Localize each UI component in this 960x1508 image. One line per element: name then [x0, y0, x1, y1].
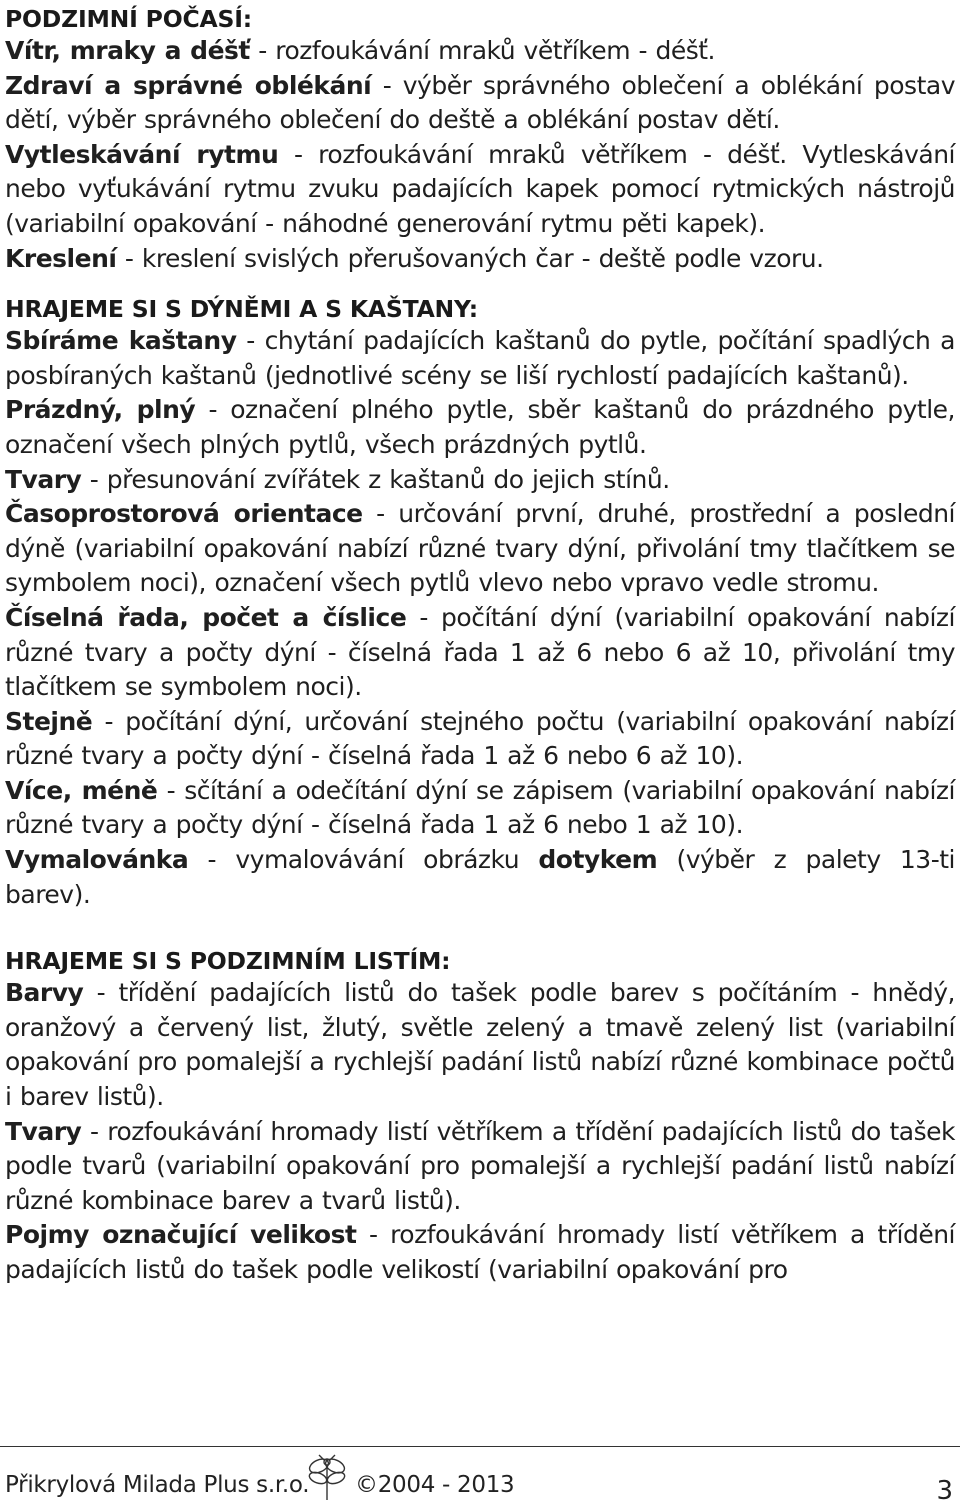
item-text: - třídění padajících listů do tašek podle barev s počítáním - hnědý, oranžový a červený list, žlutý, světle zelený a tmavě zelený list (variabilní opakování pro pomalejší a rychlejší padání listů nabízí různé kombinace počtů i barev listů). [5, 978, 955, 1112]
item-term: Kreslení [5, 243, 117, 273]
paragraph-item [5, 393, 955, 462]
paragraph-item [5, 69, 955, 138]
item-text: - rozfoukávání hromady listí větříkem a třídění padajících listů do tašek podle tvarů (variabilní opakování pro pomalejší a rychlejší padání listů nabízí různé kombinace barev a tvarů listů). [5, 1116, 955, 1215]
item-text: - výběr správného oblečení a oblékání postav dětí, výběr správného oblečení do deště a oblékání postav dětí. [5, 70, 955, 135]
paragraph-item [5, 324, 955, 393]
item-text: - počítání dýní (variabilní opakování nabízí různé tvary a počty dýní - číselná řada 1 až 6 nebo 6 až 10, přivolání tmy tlačítkem se symbolem noci). [5, 602, 955, 702]
document-page [5, 4, 955, 1288]
item-text: - označení plného pytle, sběr kaštanů do prázdného pytle, označení všech plných pytlů, všech prázdných pytlů. [5, 395, 955, 459]
dragonfly-logo-icon [307, 1454, 347, 1502]
paragraph-item [5, 1115, 955, 1219]
item-text: - rozfoukávání hromady listí větříkem a třídění padajících listů do tašek podle velikostí (variabilní opakování pro [5, 1220, 955, 1284]
item-term: Časoprostorová orientace [5, 499, 363, 529]
section-heading: PODZIMNÍ POČASÍ: [5, 5, 252, 33]
item-bold-inline: dotykem [538, 845, 658, 875]
paragraph-item [5, 242, 955, 277]
paragraph-item [5, 34, 955, 69]
paragraph-item [5, 601, 955, 705]
footer-copyright: ©2004 - 2013 [355, 1472, 515, 1498]
paragraph-item [5, 138, 955, 242]
section-weather [5, 4, 955, 276]
section-heading: HRAJEME SI S DÝNĚMI A S KAŠTANY: [5, 295, 478, 324]
page-number: 3 [936, 1476, 953, 1506]
item-term: Vymalovánka [5, 845, 189, 875]
footer-company: Přikrylová Milada Plus s.r.o. [5, 1472, 310, 1498]
item-text: - rozfoukávání mraků větříkem - déšť. [249, 36, 715, 65]
item-text: - přesunování zvířátek z kaštanů do jejich stínů. [81, 464, 670, 494]
item-text: - počítání dýní, určování stejného počtu (variabilní opakování nabízí různé tvary a počty dýní - číselná řada 1 až 6 nebo 6 až 10). [5, 706, 955, 771]
paragraph-item [5, 463, 955, 498]
item-term: Více, méně [5, 775, 158, 805]
item-term: Prázdný, plný [5, 395, 196, 425]
paragraph-item [5, 976, 955, 1114]
item-term: Tvary [5, 464, 82, 494]
paragraph-item [5, 774, 955, 843]
item-term: Stejně [5, 706, 93, 736]
paragraph-item [5, 497, 955, 601]
footer-divider [0, 1446, 960, 1447]
item-text-after: (výběr z palety 13-ti barev). [5, 845, 955, 909]
item-term: Pojmy označující velikost [5, 1220, 357, 1250]
section-pumpkins-chestnuts [5, 294, 955, 912]
item-text: - vymalovávání obrázku [188, 845, 539, 875]
item-term: Vítr, mraky a déšť [5, 36, 250, 65]
section-heading: HRAJEME SI S PODZIMNÍM LISTÍM: [5, 947, 451, 976]
page-footer [5, 1468, 955, 1506]
item-term: Číselná řada, počet a číslice [5, 602, 407, 632]
section-autumn-leaves [5, 946, 955, 1287]
item-term: Zdraví a správné oblékání [5, 70, 372, 100]
paragraph-item [5, 843, 955, 912]
item-term: Vytleskávání rytmu [5, 139, 279, 169]
item-term: Barvy [5, 978, 84, 1008]
item-term: Sbíráme kaštany [5, 326, 237, 356]
item-term: Tvary [5, 1116, 82, 1146]
item-text: - chytání padajících kaštanů do pytle, počítání spadlých a posbíraných kaštanů (jednotlivé scény se liší rychlostí padajících kaštanů). [5, 326, 956, 390]
item-text: - kreslení svislých přerušovaných čar - deště podle vzoru. [116, 243, 824, 273]
item-text: - určování první, druhé, prostřední a poslední dýně (variabilní opakování nabízí různé tvary dýní, přivolání tmy tlačítkem se symbolem noci), označení všech pytlů vlevo nebo vpravo vedle stromu. [5, 499, 955, 598]
item-text: - sčítání a odečítání dýní se zápisem (variabilní opakování nabízí různé tvary a počty dýní - číselná řada 1 až 6 nebo 1 až 10). [5, 775, 955, 840]
item-text: - rozfoukávání mraků větříkem - déšť. Vytleskávání nebo vyťukávání rytmu zvuku padajících kapek pomocí rytmických nástrojů (variabilní opakování - náhodné generování rytmu pěti kapek). [5, 139, 955, 238]
paragraph-item [5, 1218, 955, 1287]
paragraph-item [5, 705, 955, 774]
